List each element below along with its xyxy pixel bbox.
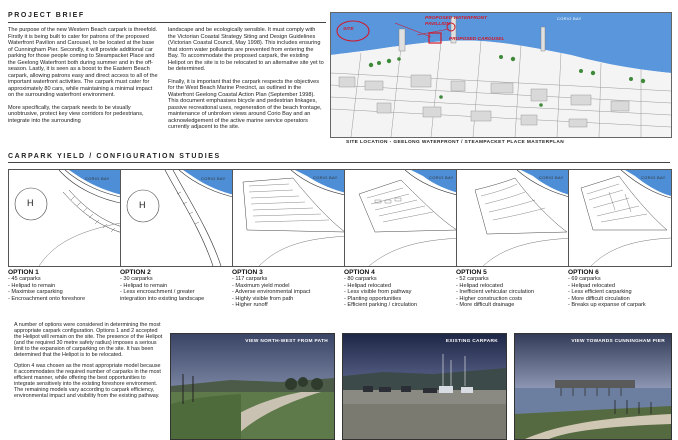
option-point: - Inefficient vehicular circulation — [456, 289, 534, 296]
option-title: OPTION 5 — [456, 269, 487, 276]
option-title: OPTION 6 — [568, 269, 599, 276]
option-point: - Breaks up expanse of carpark — [568, 302, 646, 309]
option-3-description — [232, 269, 342, 309]
studies-rule — [8, 162, 670, 163]
pavilion-label: PROPOSED WATERFRONT PAVILLION — [425, 16, 488, 27]
site-map-bay-label: CORIO BAY — [557, 16, 582, 21]
photo-view-cunningham-pier — [514, 333, 672, 440]
option-point: - 30 carparks — [120, 276, 153, 282]
option-point: - Maximise carparking — [8, 289, 63, 296]
option-4-description — [344, 269, 454, 309]
helipad-symbol: H — [27, 198, 34, 208]
brief-paragraph: The purpose of the new Western Beach carpark is threefold. Firstly it is being built to cater for patrons of the proposed Waterfront Pavilion and Carousel, to be located at the base of Cunningham Pier. Secondly, it will provide additional car parking for those people coming to Steampacket Place and the Geelong Waterfront both during summer and in the off-season. Lastly, it is seen as a boost to the Eastern Beach carpark, allowing patrons easy and direct access to all of the important waterfront activities. The carpark must cater for approximately 80 cars, while maintaining a minimal impact on the surrounding waterfront environment. — [8, 27, 158, 98]
site-map-caption: SITE LOCATION - GEELONG WATERFRONT / STEAMPACKET PLACE MASTERPLAN — [346, 140, 565, 145]
option-point: - Helipad relocated — [568, 282, 615, 289]
site-label: SITE — [343, 27, 354, 32]
option-point: - More difficult drainage — [456, 302, 515, 309]
option-point: - Helipad to remain — [120, 282, 168, 289]
option-point: - Higher construction costs — [456, 295, 523, 302]
option-point: - Highly visible from path — [232, 295, 294, 302]
option-point: - Efficient parking / circulation — [344, 302, 417, 309]
option-point: - 52 carparks — [456, 276, 489, 282]
option-6-plan — [568, 169, 672, 267]
corio-bay-label: CORIO BAY — [313, 175, 338, 180]
option-point: - 45 carparks — [8, 276, 41, 282]
option-point: - More difficult circulation — [568, 295, 630, 302]
option-point: - Encroachment onto foreshore — [8, 295, 86, 302]
option-point: - 80 carparks — [344, 276, 377, 282]
corio-bay-label: CORIO BAY — [539, 175, 564, 180]
photo-caption: VIEW TOWARDS CUNNINGHAM PIER — [571, 339, 665, 344]
option-2-plan — [120, 169, 239, 267]
option-point: - Less visible from pathway — [344, 289, 412, 296]
option-title: OPTION 2 — [120, 269, 151, 276]
brief-paragraph: More specifically, the carpark needs to be visually unobtrusive, protect key view corridors for pedestrians, integrate into the surrounding — [8, 104, 144, 124]
option-point: - Less efficient carparking — [568, 289, 632, 296]
option-3-plan — [232, 169, 351, 267]
site-map-drawing — [331, 13, 671, 137]
brief-column-1 — [8, 27, 158, 130]
option-point: - 69 carparks — [568, 276, 601, 282]
option-6-description — [568, 269, 672, 309]
option-2-description — [120, 269, 230, 302]
summary-paragraph: Option 4 was chosen as the most appropriate model because it accommodates the required number of carparks in the most efficient manner, while offering the best opportunities to integrate sensitively into the existing foreshore environment. The remaining models vary according to carpark efficiency, environmental impact and visibility from the existing pathway. — [14, 362, 161, 400]
options-summary — [14, 322, 164, 405]
option-1-description — [8, 269, 118, 302]
option-point: - 117 carparks — [232, 276, 268, 282]
photo-existing-carpark — [342, 333, 507, 440]
option-point: - Planting opportunities — [344, 295, 402, 302]
summary-paragraph: A number of options were considered in determining the most appropriate carpark configuration. Options 1 and 2 accepted the Helipot will remain on the site. The presence of the Helipot (and the required 30 metre safety radius) imposes a serious limit to the expansion of carparking on the site. It has been determined that the Helipot is to be relocated. — [14, 322, 163, 359]
corio-bay-label: CORIO BAY — [85, 176, 110, 181]
corio-bay-label: CORIO BAY — [201, 176, 226, 181]
studies-heading: CARPARK YIELD / CONFIGURATION STUDIES — [8, 153, 221, 160]
option-title: OPTION 4 — [344, 269, 375, 276]
option-title: OPTION 3 — [232, 269, 263, 276]
brief-column-2 — [168, 27, 324, 137]
option-point: - Adverse environmental impact — [232, 289, 311, 296]
project-brief-heading: PROJECT BRIEF — [8, 12, 85, 19]
option-point: - Helipad relocated — [344, 282, 391, 289]
carousel-label: PROPOSED CAROUSEL — [449, 37, 505, 42]
photo-caption: EXISTING CARPARK — [445, 339, 498, 344]
project-brief-rule — [8, 22, 326, 23]
brief-paragraph: landscape and be ecologically sensible. It must comply with the Victorian Coastal Strategy Siting and Design Guidelines (Victorian Coastal Council, May 1998). This includes ensuring that storm water pollutants are prevented from entering the Bay. To accommodate the proposed carpark, the existing Helipot on the site is to be relocated to an alternative site yet to be determined. — [168, 27, 324, 72]
option-point: - Helipad relocated — [456, 282, 503, 289]
photo-caption: VIEW NORTH-WEST FROM PATH — [245, 339, 328, 344]
site-location-map — [330, 12, 672, 138]
option-title: OPTION 1 — [8, 269, 39, 276]
option-point: - Less encroachment / greater — [120, 289, 195, 296]
corio-bay-label: CORIO BAY — [429, 175, 454, 180]
option-point: - Helipad to remain — [8, 282, 56, 289]
option-point: integration into existing landscape — [120, 295, 205, 302]
option-5-plan — [456, 169, 575, 267]
corio-bay-label: CORIO BAY — [641, 175, 666, 180]
option-4-plan — [344, 169, 463, 267]
option-5-description — [456, 269, 566, 309]
helipad-symbol: H — [139, 200, 146, 210]
option-1-plan — [8, 169, 127, 267]
photo-view-north-west — [170, 333, 335, 440]
option-point: - Maximum yield model — [232, 282, 290, 289]
brief-paragraph: Finally, it is important that the carpark respects the objectives for the West Beach Marine Precinct, as outlined in the Waterfront Geelong Coastal Action Plan (September 1998). This document emphasises bicycle and pedestrian linkages, passive recreational uses, regeneration of the beach frontage, maintenance of unbroken views around Corio Bay and an acknowledgement of the active marine service operators currently adjacent to the site. — [168, 78, 322, 130]
option-point: - Higher runoff — [232, 302, 268, 309]
